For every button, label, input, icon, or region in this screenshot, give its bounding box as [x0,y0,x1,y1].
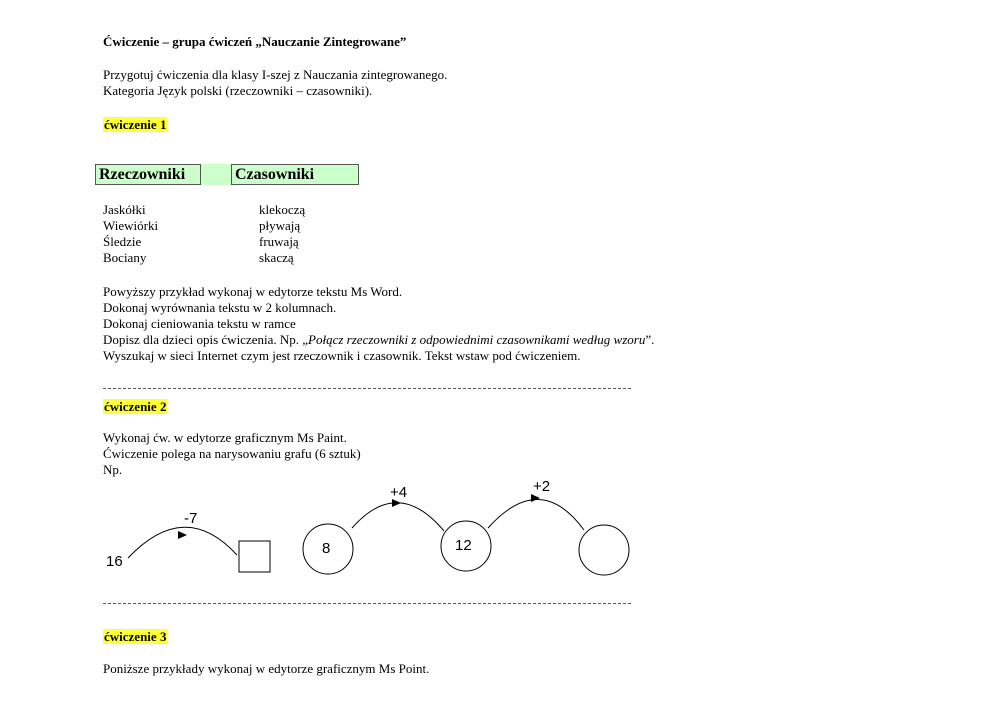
arrowhead [531,494,540,502]
arc-plus-2 [488,499,584,530]
exercise-2-line: Wykonaj ćw. w edytorze graficznym Ms Paint. [103,430,347,445]
exercise-2-line: Np. [103,462,123,477]
arc-plus-4 [352,503,444,531]
verb-item: pływają [259,218,301,233]
instruction-line: Wyszukaj w sieci Internet czym jest rzeczownik i czasownik. Tekst wstaw pod ćwiczeniem. [103,348,581,363]
verb-item: fruwają [259,234,299,249]
graph-operation-label: -7 [184,510,198,527]
graph-node-value: 8 [322,540,331,557]
intro-line: Przygotuj ćwiczenia dla klasy I-szej z Nauczania zintegrowanego. [103,67,448,82]
empty-square [239,541,270,572]
instruction-suffix: ”. [645,332,655,347]
arrowhead [178,531,187,539]
intro-line: Kategoria Język polski (rzeczowniki – czasowniki). [103,83,373,98]
instruction-italic: Połącz rzeczowniki z odpowiednimi czasownikami według wzoru [308,332,646,347]
graph-start-value: 16 [106,553,123,570]
node-circle-empty [579,525,629,575]
verb-item: klekoczą [259,202,306,217]
exercise-3-text: Poniższe przykłady wykonaj w edytorze graficznym Ms Point. [103,661,430,676]
nouns-header: Rzeczowniki [95,164,201,185]
verb-item: skaczą [259,250,294,265]
noun-item: Jaskółki [103,202,146,217]
noun-item: Bociany [103,250,147,265]
page-title: Ćwiczenie – grupa ćwiczeń „Nauczanie Zintegrowane” [103,34,407,49]
section-divider [103,603,631,605]
exercise-2-heading: ćwiczenie 2 [104,399,167,414]
verbs-header: Czasowniki [231,164,359,185]
arc-minus-7 [128,527,237,558]
noun-item: Śledzie [103,234,142,249]
graph-operation-label: +4 [390,484,408,501]
noun-item: Wiewiórki [103,218,159,233]
exercise-2-line: Ćwiczenie polega na narysowaniu grafu (6 sztuk) [103,446,361,461]
graph-node-value: 12 [455,537,472,554]
exercise-1-heading: ćwiczenie 1 [104,117,167,132]
exercise-3-heading: ćwiczenie 3 [104,629,167,644]
graph-operation-label: +2 [533,478,551,495]
instruction-prefix: Dopisz dla dzieci opis ćwiczenia. Np. „ [103,332,309,347]
instruction-line: Powyższy przykład wykonaj w edytorze tekstu Ms Word. [103,284,403,299]
instruction-line: Dokonaj cieniowania tekstu w ramce [103,316,296,331]
instruction-line: Dokonaj wyrównania tekstu w 2 kolumnach. [103,300,337,315]
